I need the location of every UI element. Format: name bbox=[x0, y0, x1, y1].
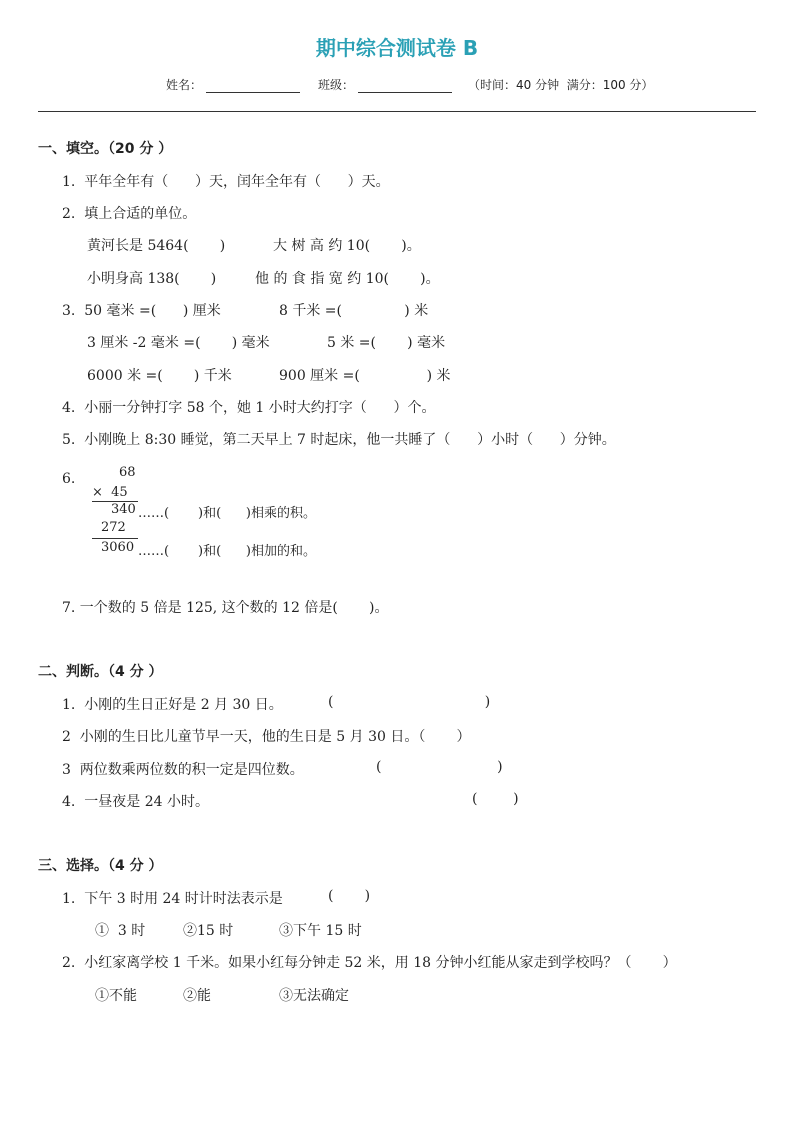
s1-q2-a: 黄河长是 5464( ) bbox=[87, 238, 226, 254]
s2-q1-answer[interactable]: ( ) bbox=[328, 694, 491, 710]
s1-q2-b: 大 树 高 约 10( )。 bbox=[273, 238, 421, 254]
s3-q1-answer[interactable]: ( ) bbox=[328, 888, 371, 904]
s1-q3-e: 6000 米 =( ) 千米 bbox=[87, 368, 232, 384]
s1-q1: 1. 平年全年有（ ）天，闰年全年有（ ）天。 bbox=[62, 174, 390, 190]
calc-partial-1-question: ……( )和( )相乘的积。 bbox=[138, 506, 317, 521]
s1-q4: 4. 小丽一分钟打字 58 个，她 1 小时大约打字（ ）个。 bbox=[62, 400, 436, 416]
header-divider bbox=[38, 111, 756, 112]
section-2-heading: 二、判断。（4 分 ） bbox=[38, 664, 163, 680]
s2-q1: 1. 小刚的生日正好是 2 月 30 日。 bbox=[62, 697, 283, 713]
calc-multiplier: × 45 bbox=[92, 485, 128, 500]
calc-sum: 3060 bbox=[101, 540, 135, 555]
s2-q2: 2 小刚的生日比儿童节早一天，他的生日是 5 月 30 日。（ ） bbox=[62, 729, 471, 745]
calc-multiplicand: 68 bbox=[119, 465, 136, 480]
s1-q3-c: 3 厘米 -2 毫米 =( ) 毫米 bbox=[87, 335, 270, 351]
section-1-heading: 一、填空。（20 分 ） bbox=[38, 141, 173, 157]
page-title: 期中综合测试卷 B bbox=[315, 36, 479, 60]
calc-line-2 bbox=[92, 538, 138, 539]
s3-q1-option-3[interactable]: ③下午 15 时 bbox=[279, 923, 362, 939]
s1-q2-c: 小明身高 138( ) bbox=[87, 271, 217, 287]
s1-q2-d: 他 的 食 指 宽 约 10( )。 bbox=[255, 271, 440, 287]
calc-partial-2: 272 bbox=[101, 520, 126, 535]
class-label: 班级： bbox=[318, 78, 355, 92]
s3-q2: 2. 小红家离学校 1 千米。如果小红每分钟走 52 米，用 18 分钟小红能从家走到学校吗？（ ） bbox=[62, 955, 677, 971]
s3-q1-option-1[interactable]: ① 3 时 bbox=[95, 923, 146, 939]
s2-q4: 4. 一昼夜是 24 小时。 bbox=[62, 794, 209, 810]
s1-q3-a: 3. 50 毫米 =( ) 厘米 bbox=[62, 303, 221, 319]
section-3-heading: 三、选择。（4 分 ） bbox=[38, 858, 163, 874]
time-info: （时间：40 分钟 满分：100 分） bbox=[468, 78, 654, 92]
s3-q2-option-2[interactable]: ②能 bbox=[183, 988, 211, 1004]
s3-q2-option-3[interactable]: ③无法确定 bbox=[279, 988, 349, 1004]
s1-q6-number: 6. bbox=[62, 471, 76, 487]
s1-q7: 7. 一个数的 5 倍是 125, 这个数的 12 倍是( )。 bbox=[62, 600, 389, 616]
s3-q1-option-2[interactable]: ②15 时 bbox=[183, 923, 234, 939]
name-label: 姓名： bbox=[166, 78, 203, 92]
class-blank[interactable] bbox=[358, 92, 452, 93]
s1-q3-b: 8 千米 =( ) 米 bbox=[279, 303, 429, 319]
s2-q3-answer[interactable]: ( ) bbox=[376, 759, 503, 775]
s1-q3-f: 900 厘米 =( ) 米 bbox=[279, 368, 451, 384]
calc-sum-question: ……( )和( )相加的和。 bbox=[138, 544, 317, 559]
name-blank[interactable] bbox=[206, 92, 300, 93]
s2-q4-answer[interactable]: ( ) bbox=[472, 791, 519, 807]
calc-partial-1: 340 bbox=[111, 502, 136, 517]
s1-q5: 5. 小刚晚上 8:30 睡觉，第二天早上 7 时起床，他一共睡了（ ）小时（ ）分钟。 bbox=[62, 432, 616, 448]
s2-q3: 3 两位数乘两位数的积一定是四位数。 bbox=[62, 762, 304, 778]
s1-q2: 2. 填上合适的单位。 bbox=[62, 206, 197, 222]
s3-q1: 1. 下午 3 时用 24 时计时法表示是 bbox=[62, 891, 283, 907]
s1-q3-d: 5 米 =( ) 毫米 bbox=[327, 335, 446, 351]
s3-q2-option-1[interactable]: ①不能 bbox=[95, 988, 137, 1004]
